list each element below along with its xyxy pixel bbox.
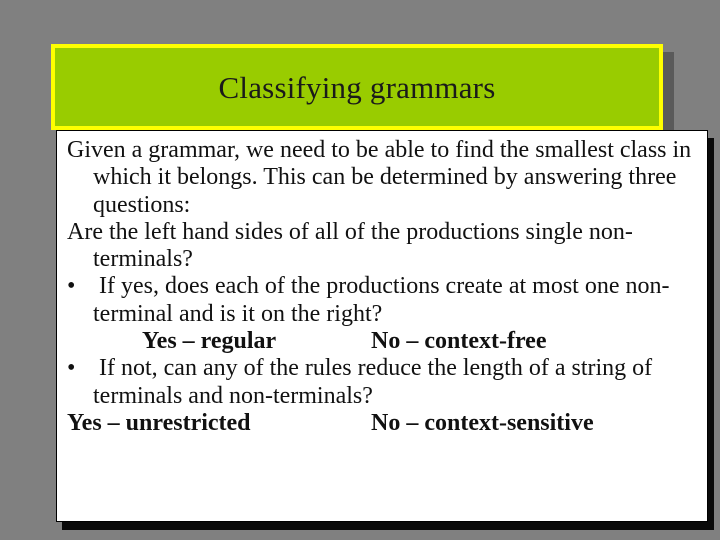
question-3-text: If not, can any of the rules reduce the length of a string of terminals and non-terminals?	[93, 355, 653, 409]
question-2-text: If yes, does each of the productions create at most one non-terminal and is it on the right?	[93, 273, 670, 327]
bullet-icon: •	[67, 355, 76, 382]
question-3	[67, 355, 707, 410]
answer-row-2	[67, 328, 707, 355]
question-2	[67, 273, 707, 328]
slide-title: Classifying grammars	[218, 70, 496, 105]
answer-2-yes: Yes – regular	[142, 328, 277, 355]
title-box	[51, 44, 663, 130]
intro-paragraph: Given a grammar, we need to be able to find the smallest class in which it belongs. This can be determined by answering three questions:	[67, 137, 692, 218]
answer-3-no: No – context-sensitive	[371, 409, 594, 436]
answer-row-3	[67, 410, 707, 437]
bullet-icon: •	[67, 273, 76, 300]
answer-2-no: No – context-free	[371, 328, 547, 355]
answer-3-yes: Yes – unrestricted	[67, 409, 251, 436]
content-box	[56, 130, 708, 522]
question-1: Are the left hand sides of all of the productions single non-terminals?	[67, 218, 633, 273]
